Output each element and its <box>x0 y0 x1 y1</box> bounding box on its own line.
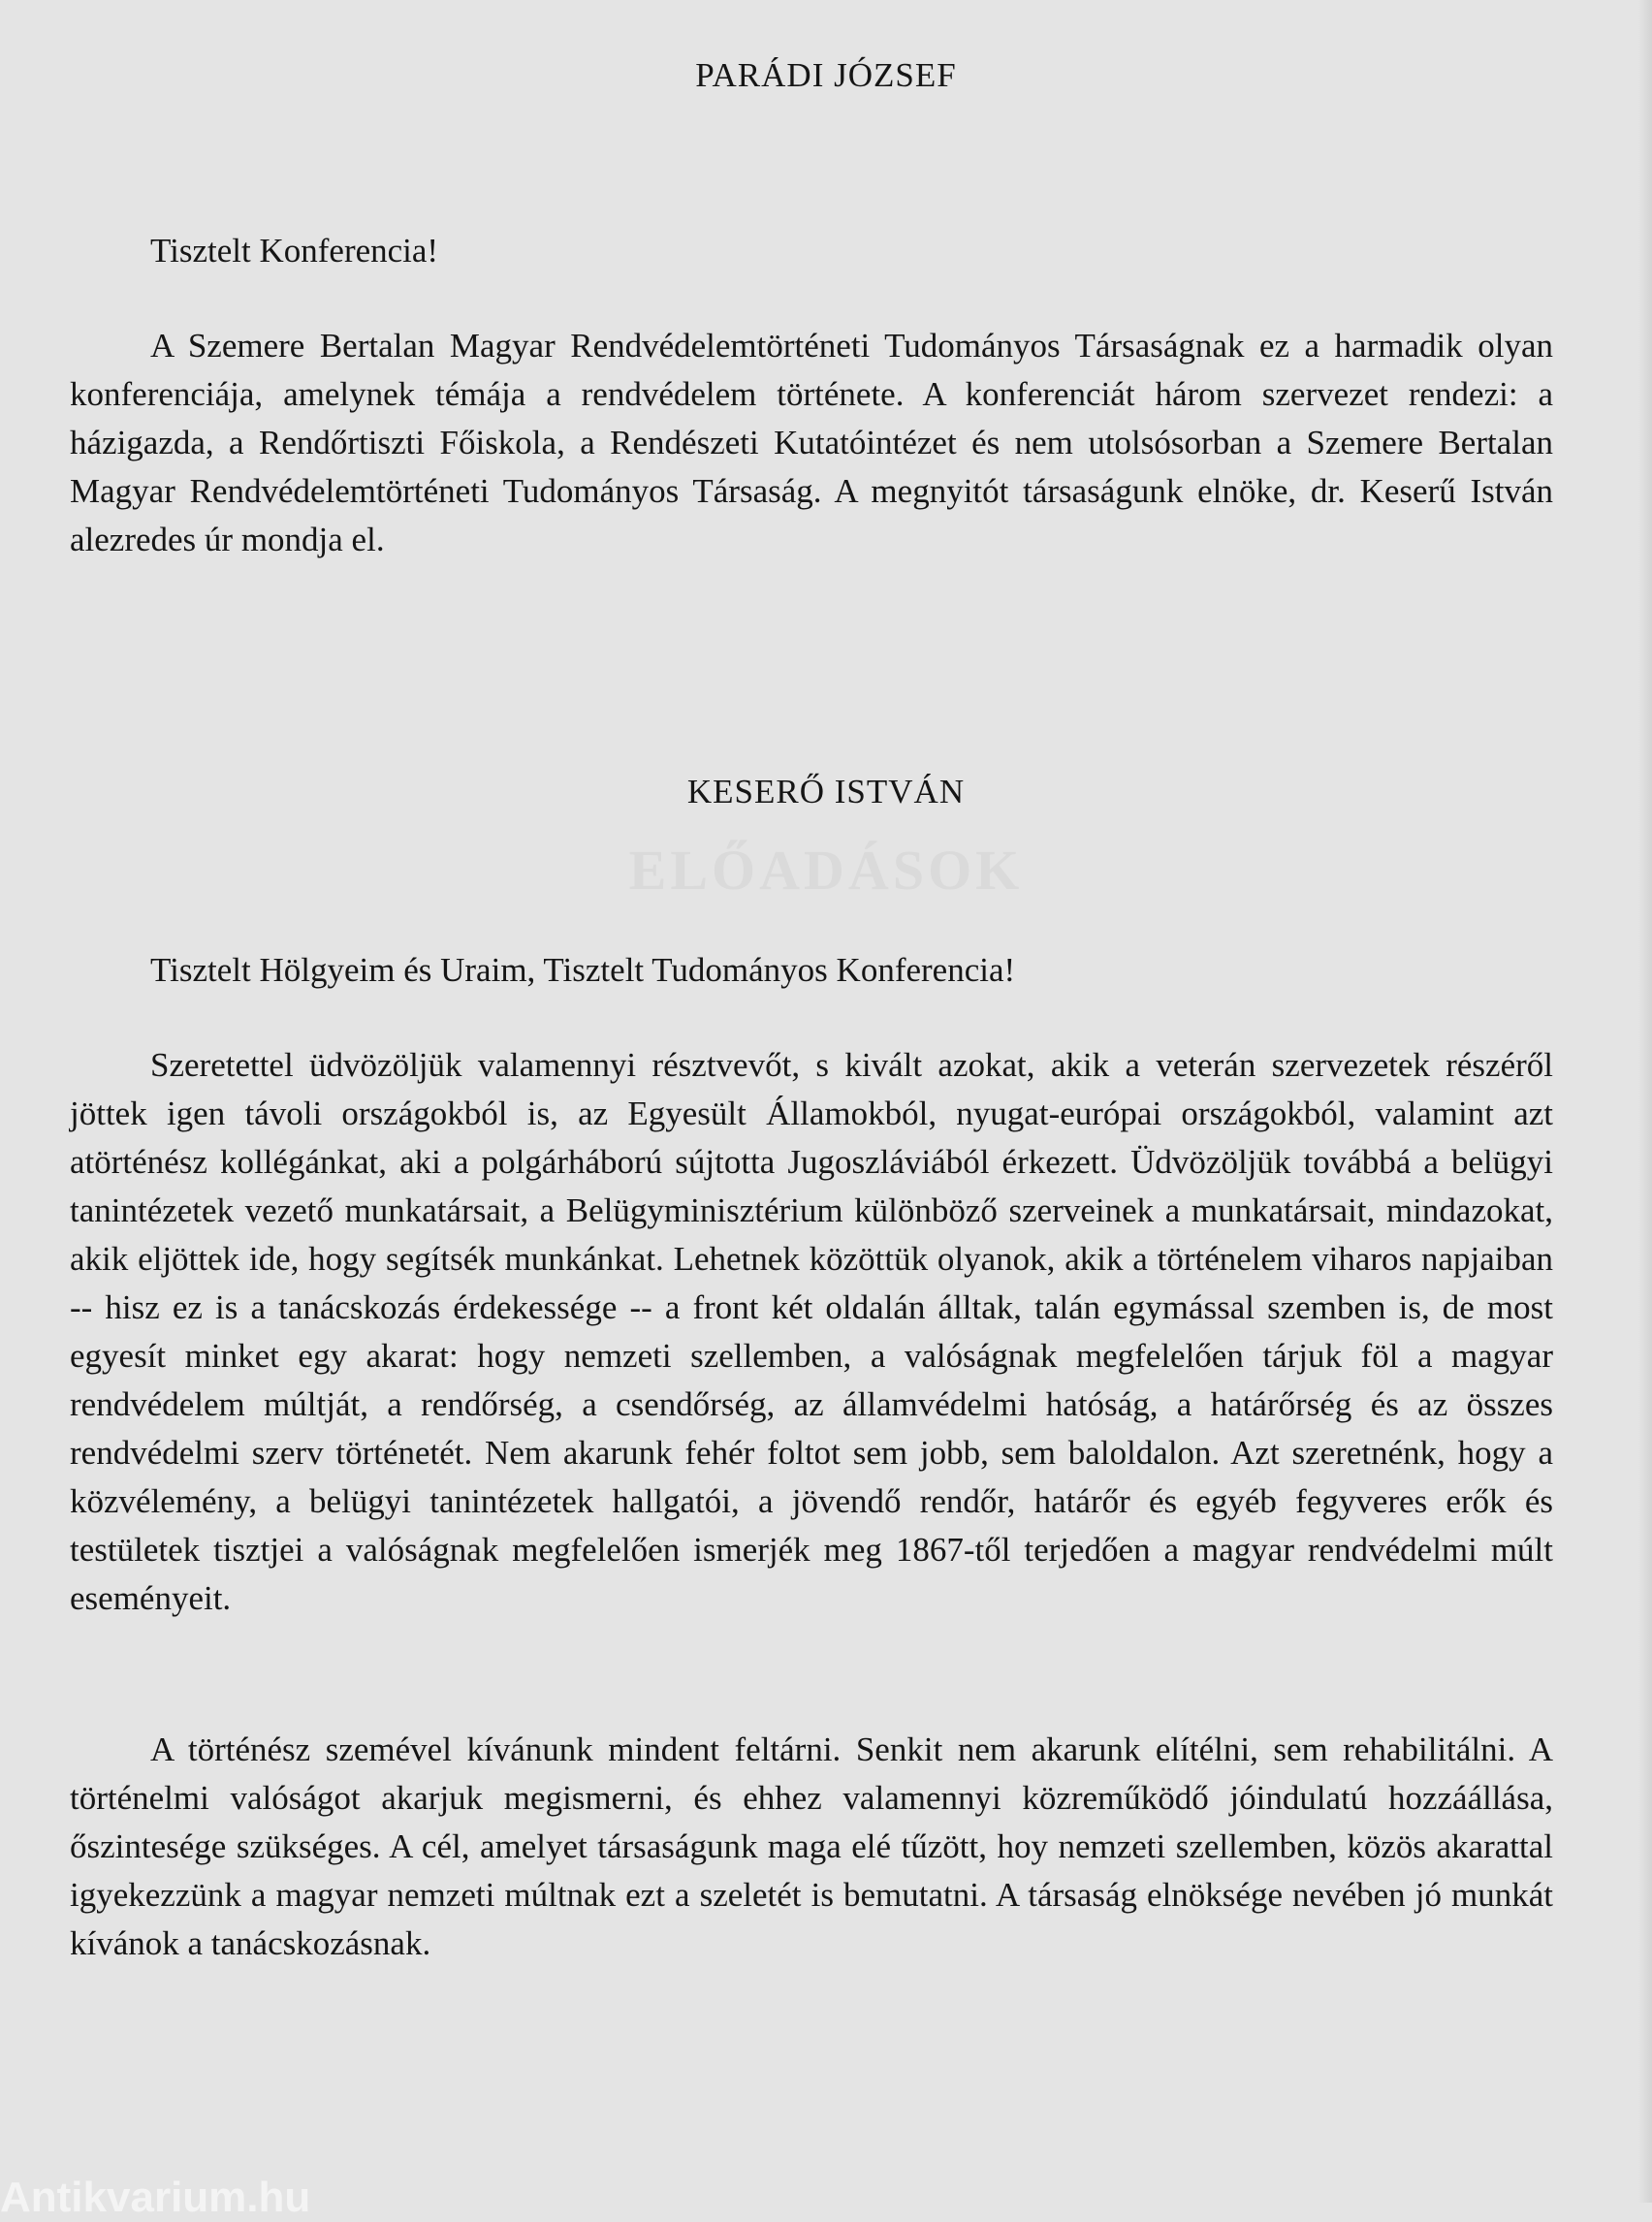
paragraph-welcome: Szeretettel üdvözöljük valamennyi résztvevőt, s kivált azokat, akik a veterán szervezetek részéről jöttek igen távoli országokból is, az Egyesült Államokból, nyugat-európai országokból, valamint azt atörténész kollégánkat, aki a polgárháború sújtotta Jugoszláviából érkezett. Üdvözöljük továbbá a belügyi tanintézetek vezető munkatársait, a Belügyminisztérium különböző szerveinek a munkatársait, mindazokat, akik eljöttek ide, hogy segítsék munkánkat. Lehetnek közöttük olyanok, akik a történelem viharos napjaiban -- hisz ez is a tanácskozás érdekessége -- a front két oldalán álltak, talán egymással szemben is, de most egyesít minket egy akarat: hogy nemzeti szellemben, a valóságnak megfelelően tárjuk föl a magyar rendvédelem múltját, a rendőrség, a csendőrség, az államvédelmi hatóság, a határőrség és az összes rendvédelmi szerv történetét. Nem akarunk fehér foltot sem jobb, sem baloldalon. Azt szeretnénk, hogy a közvélemény, a belügyi tanintézetek hallgatói, a jövendő rendőr, határőr és egyéb fegyveres erők és testületek tisztjei a valóságnak megfelelően ismerjék meg 1867-től terjedően a magyar rendvédelmi múlt eseményeit. <box>70 1046 1553 1617</box>
faded-section-heading: ELŐADÁSOK <box>628 839 1024 902</box>
speaker-heading-kesero: KESERŐ ISTVÁN <box>686 773 966 810</box>
salutation-1: Tisztelt Konferencia! <box>150 232 439 270</box>
speaker-heading-paradi: PARÁDI JÓZSEF <box>695 56 957 94</box>
paragraph-opening: A Szemere Bertalan Magyar Rendvédelemtörténeti Tudományos Társaságnak ez a harmadik olyan konferenciája, amelynek témája a rendvédelem története. A konferenciát három szervezet rendezi: a házigazda, a Rendőrtiszti Főiskola, a Rendészeti Kutatóintézet és nem utolsósorban a Szemere Bertalan Magyar Rendvédelemtörténeti Tudományos Társaság. A megnyitót társaságunk elnöke, dr. Keserű István alezredes úr mondja el. <box>70 327 1553 558</box>
paragraph-closing: A történész szemével kívánunk mindent feltárni. Senkit nem akarunk elítélni, sem rehabilitálni. A történelmi valóságot akarjuk megismerni, és ehhez valamennyi közreműködő jóindulatú hozzáállása, őszintesége szükséges. A cél, amelyet társaságunk maga elé tűzött, hoy nemzeti szellemben, közös akarattal igyekezzünk a magyar nemzeti múltnak ezt a szeletét is bemutatni. A társaság elnöksége nevében jó munkát kívánok a tanácskozásnak. <box>70 1730 1553 1962</box>
salutation-2: Tisztelt Hölgyeim és Uraim, Tisztelt Tudományos Konferencia! <box>150 951 1016 989</box>
page-edge-shadow <box>1638 0 1652 2203</box>
watermark-logo: Antikvarium.hu <box>0 2174 311 2221</box>
